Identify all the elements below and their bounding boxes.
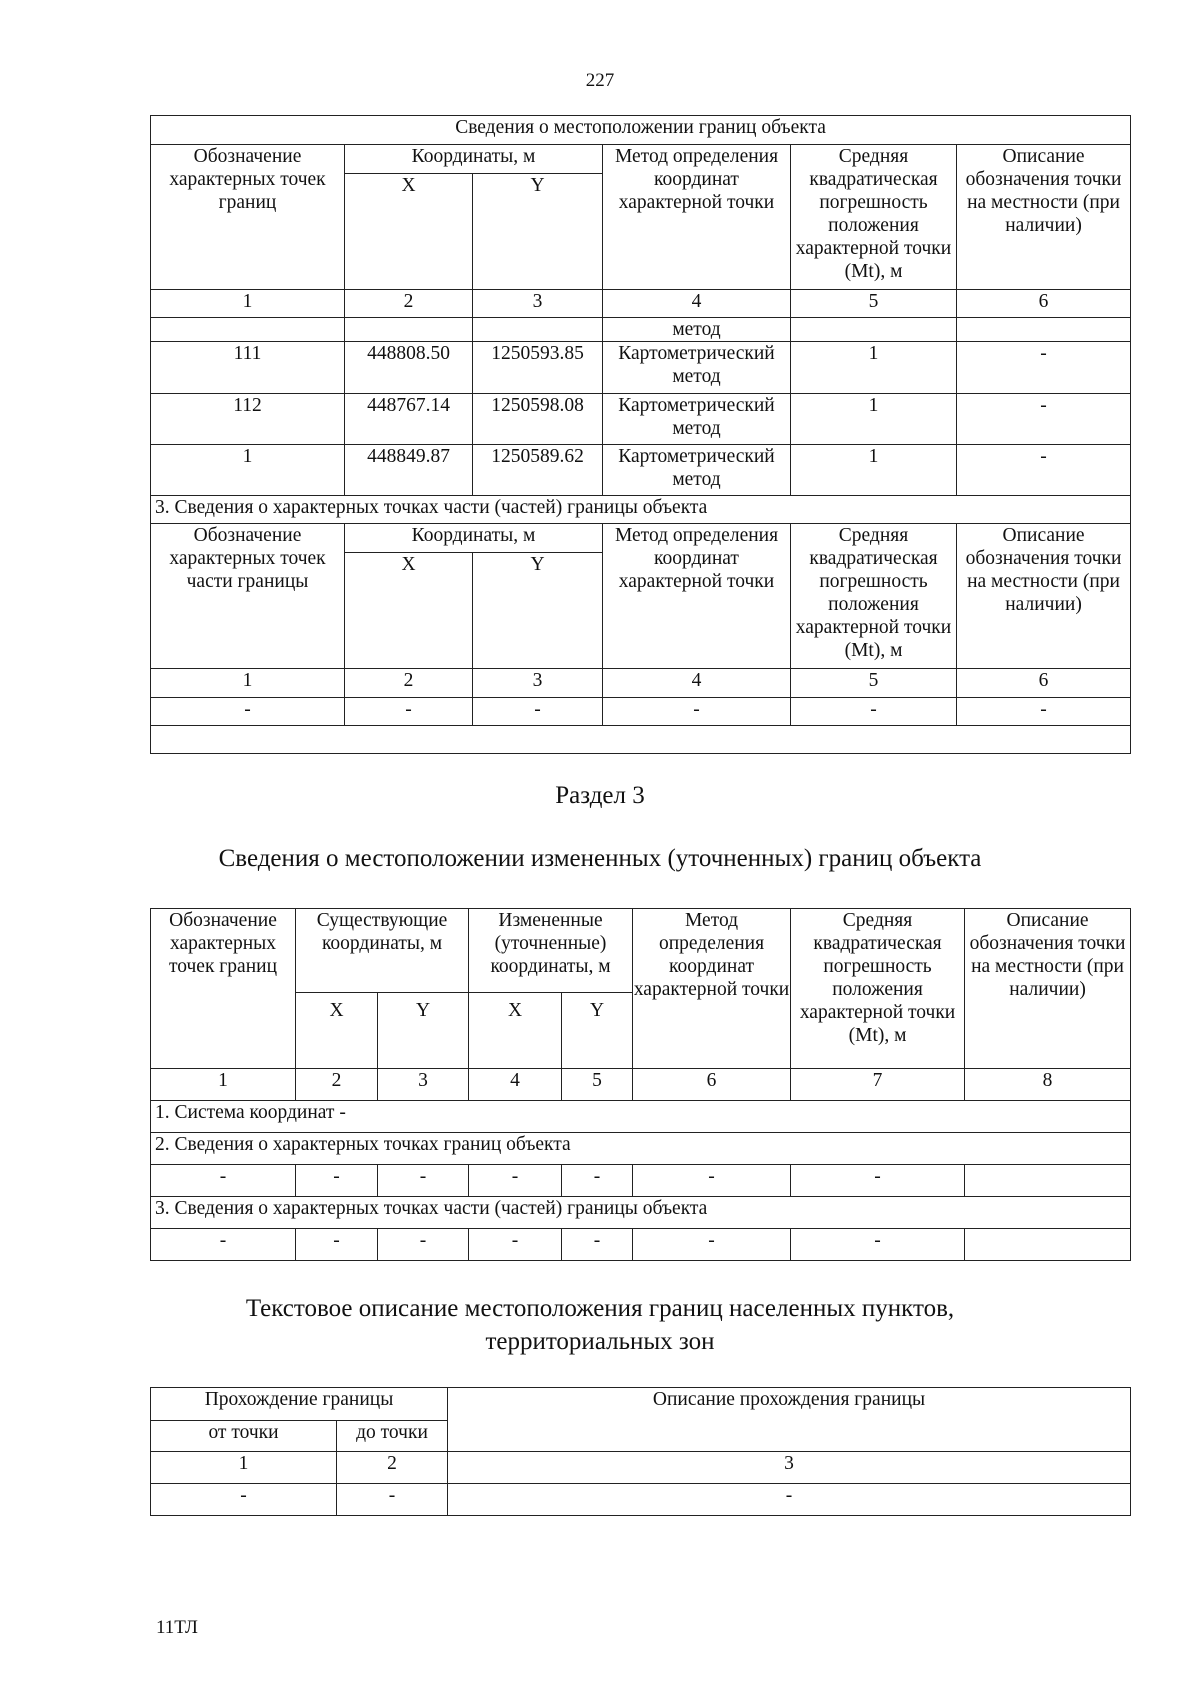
dash-cell: - xyxy=(791,698,957,726)
dash-cell: - xyxy=(603,698,791,726)
dash-cell xyxy=(965,1165,1131,1197)
point-cell: 112 xyxy=(151,394,345,445)
dash-cell: - xyxy=(957,698,1131,726)
error-cell: 1 xyxy=(791,445,957,496)
error-cell: 1 xyxy=(791,394,957,445)
col-number: 5 xyxy=(562,1069,633,1101)
col-number: 6 xyxy=(957,669,1131,698)
header-passage: Прохождение границы xyxy=(151,1388,448,1421)
dash-cell: - xyxy=(151,698,345,726)
title-line: территориальных зон xyxy=(485,1328,715,1355)
dash-cell: - xyxy=(151,1484,337,1516)
title-line: Текстовое описание местоположения границ населенных пунктов, xyxy=(245,1295,955,1322)
dash-cell: - xyxy=(151,1165,296,1197)
method-cell: Картометрический метод xyxy=(603,342,791,394)
col-number: 1 xyxy=(151,1069,296,1101)
col-number: 6 xyxy=(957,290,1131,318)
header-y: Y xyxy=(473,174,603,290)
description-cell: - xyxy=(957,342,1131,394)
header-coords: Координаты, м xyxy=(345,145,603,174)
col-number: 3 xyxy=(473,669,603,698)
dash-cell: - xyxy=(345,698,473,726)
header-coords: Координаты, м xyxy=(345,524,603,553)
dash-cell: - xyxy=(633,1229,791,1261)
header-x: X xyxy=(345,553,473,669)
dash-cell xyxy=(965,1229,1131,1261)
col-number: 6 xyxy=(633,1069,791,1101)
header-to: до точки xyxy=(337,1421,448,1452)
dash-cell: - xyxy=(469,1229,562,1261)
y-cell: 1250589.62 xyxy=(473,445,603,496)
col-number: 3 xyxy=(473,290,603,318)
header-method: Метод определения координат характерной точки xyxy=(603,524,791,669)
table-row xyxy=(151,445,1131,496)
header-description: Описание обозначения точки на местности (при наличии) xyxy=(957,145,1131,290)
table-row xyxy=(151,1165,1131,1197)
header-x: X xyxy=(469,993,562,1069)
col-number: 1 xyxy=(151,669,345,698)
header-method: Метод определения координат характерной точки xyxy=(603,145,791,290)
point-cell: 1 xyxy=(151,445,345,496)
table-cell xyxy=(791,318,957,342)
header-existing-coords: Существующие координаты, м xyxy=(296,909,469,993)
text-description-title xyxy=(0,1292,1200,1358)
dash-cell: - xyxy=(791,1229,965,1261)
table-row xyxy=(151,698,1131,726)
dash-cell: - xyxy=(562,1229,633,1261)
header-from: от точки xyxy=(151,1421,337,1452)
continuation-cell: метод xyxy=(603,318,791,342)
header-y: Y xyxy=(562,993,633,1069)
dash-cell: - xyxy=(378,1165,469,1197)
table-cell xyxy=(151,318,345,342)
col-number: 7 xyxy=(791,1069,965,1101)
col-number: 1 xyxy=(151,290,345,318)
col-number: 5 xyxy=(791,669,957,698)
table-cell xyxy=(957,318,1131,342)
header-point: Обозначение характерных точек границ xyxy=(151,909,296,1069)
dash-cell: - xyxy=(469,1165,562,1197)
dash-cell: - xyxy=(378,1229,469,1261)
x-cell: 448849.87 xyxy=(345,445,473,496)
header-description: Описание прохождения границы xyxy=(448,1388,1131,1452)
header-method: Метод определения координат характерной точки xyxy=(633,909,791,1069)
header-x: X xyxy=(345,174,473,290)
col-number: 4 xyxy=(603,669,791,698)
table-cell xyxy=(345,318,473,342)
coordinate-system-row: 1. Система координат - xyxy=(151,1101,1131,1133)
table-row xyxy=(151,342,1131,394)
method-cell: Картометрический метод xyxy=(603,445,791,496)
error-cell: 1 xyxy=(791,342,957,394)
description-cell: - xyxy=(957,394,1131,445)
header-y: Y xyxy=(378,993,469,1069)
col-number: 4 xyxy=(469,1069,562,1101)
header-error: Средняя квадратическая погрешность положения характерной точки (Mt), м xyxy=(791,145,957,290)
dash-cell: - xyxy=(296,1165,378,1197)
table-row xyxy=(151,394,1131,445)
col-number: 2 xyxy=(345,669,473,698)
header-description: Описание обозначения точки на местности (при наличии) xyxy=(965,909,1131,1069)
col-number: 2 xyxy=(296,1069,378,1101)
section-subtitle: Сведения о местоположении измененных (уточненных) границ объекта xyxy=(218,845,982,872)
changed-boundaries-table xyxy=(150,908,1131,1261)
section-row: 3. Сведения о характерных точках части (частей) границы объекта xyxy=(151,1197,1131,1229)
header-changed-coords: Измененные (уточненные) координаты, м xyxy=(469,909,633,993)
col-number: 3 xyxy=(448,1452,1131,1484)
x-cell: 448808.50 xyxy=(345,342,473,394)
point-cell: 111 xyxy=(151,342,345,394)
header-point: Обозначение характерных точек части границы xyxy=(151,524,345,669)
header-x: X xyxy=(296,993,378,1069)
dash-cell: - xyxy=(473,698,603,726)
col-number: 1 xyxy=(151,1452,337,1484)
table-cell xyxy=(473,318,603,342)
col-number: 2 xyxy=(345,290,473,318)
y-cell: 1250593.85 xyxy=(473,342,603,394)
col-number: 2 xyxy=(337,1452,448,1484)
section-row: 2. Сведения о характерных точках границ объекта xyxy=(151,1133,1131,1165)
table-title: Сведения о местоположении границ объекта xyxy=(151,116,1131,145)
header-error: Средняя квадратическая погрешность положения характерной точки (Mt), м xyxy=(791,909,965,1069)
col-number: 3 xyxy=(378,1069,469,1101)
header-description: Описание обозначения точки на местности (при наличии) xyxy=(957,524,1131,669)
table-row xyxy=(151,1229,1131,1261)
dash-cell: - xyxy=(791,1165,965,1197)
header-point: Обозначение характерных точек границ xyxy=(151,145,345,290)
dash-cell: - xyxy=(296,1229,378,1261)
method-cell: Картометрический метод xyxy=(603,394,791,445)
dash-cell: - xyxy=(562,1165,633,1197)
dash-cell: - xyxy=(337,1484,448,1516)
empty-row xyxy=(151,726,1131,754)
col-number: 4 xyxy=(603,290,791,318)
page-number: 227 xyxy=(585,70,615,91)
dash-cell: - xyxy=(151,1229,296,1261)
footer-code: 11ТЛ xyxy=(156,1617,198,1638)
section-title: Раздел 3 xyxy=(555,782,645,809)
header-y: Y xyxy=(473,553,603,669)
boundary-points-table xyxy=(150,115,1131,754)
col-number: 5 xyxy=(791,290,957,318)
dash-cell: - xyxy=(448,1484,1131,1516)
table-row xyxy=(151,1484,1131,1516)
col-number: 8 xyxy=(965,1069,1131,1101)
description-cell: - xyxy=(957,445,1131,496)
dash-cell: - xyxy=(633,1165,791,1197)
section-row: 3. Сведения о характерных точках части (частей) границы объекта xyxy=(151,496,1131,524)
y-cell: 1250598.08 xyxy=(473,394,603,445)
boundary-passage-table xyxy=(150,1387,1131,1516)
header-error: Средняя квадратическая погрешность положения характерной точки (Mt), м xyxy=(791,524,957,669)
x-cell: 448767.14 xyxy=(345,394,473,445)
